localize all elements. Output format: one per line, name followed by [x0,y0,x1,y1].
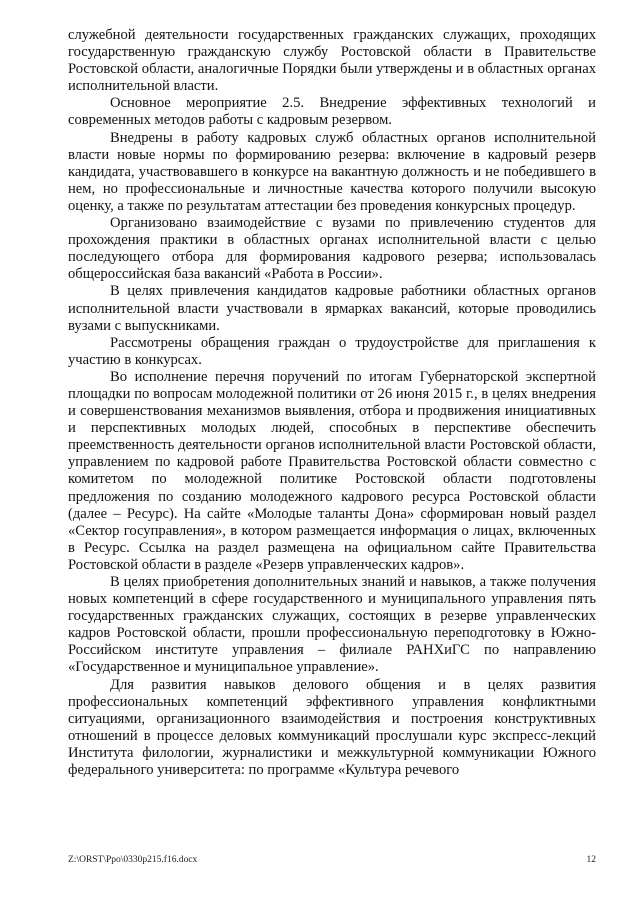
document-body [68,27,596,779]
paragraph-retraining: В целях приобретения дополнительных знаний и навыков, а также получения новых компетенций в сфере государственного и муниципального управления пять государственных гражданских служащих, состоящих в резерве управленческих кадров Ростовской области, прошли профессиональную переподготовку в Южно-Российском институте управления – филиале РАНХиГС по направлению «Государственное и муниципальное управление». [68,574,596,676]
paragraph-communication-skills: Для развития навыков делового общения и в целях развития профессиональных компетенций эффективного управления конфликтными ситуациями, организационного взаимодействия и построения конструктивных отношений в процессе деловых коммуникаций прослушали курс экспресс-лекций Института филологии, журналистики и межкультурной коммуникации Южного федерального университета: по программе «Культура речевого [68,676,596,779]
paragraph-main-activity-2-5: Основное мероприятие 2.5. Внедрение эффективных технологий и современных методов работы с кадровым резервом. [68,95,596,129]
paragraph-citizen-appeals: Рассмотрены обращения граждан о трудоустройстве для приглашения к участию в конкурсах. [68,334,596,368]
page-number: 12 [586,855,596,865]
paragraph-continued: служебной деятельности государственных гражданских служащих, проходящих государственную гражданскую службу Ростовской области в Правительстве Ростовской области, аналогичные Порядки были утверждены и в областных органах исполнительной власти. [68,27,596,95]
paragraph-university-cooperation: Организовано взаимодействие с вузами по привлечению студентов для прохождения практики в областных органах исполнительной власти с целью последующего отбора для формирования кадрового резерва; использовалась общероссийская база вакансий «Работа в России». [68,215,596,283]
paragraph-job-fairs: В целях привлечения кандидатов кадровые работники областных органов исполнительной власти участвовали в ярмарках вакансий, которые проводились вузами с выпускниками. [68,283,596,334]
paragraph-youth-resource: Во исполнение перечня поручений по итогам Губернаторской экспертной площадки по вопросам молодежной политики от 26 июня 2015 г., в целях внедрения и совершенствования механизмов выявления, отбора и продвижения инициативных и перспективных молодых людей, способных в перспективе обеспечить преемственность деятельности органов исполнительной власти Ростовской области, управлением по кадровой работе Правительства Ростовской области совместно с комитетом по молодежной политике Ростовской области подготовлены предложения по созданию молодежного кадрового ресурса Ростовской области (далее – Ресурс). На сайте «Молодые таланты Дона» сформирован новый раздел «Сектор госуправления», в котором размещается информация о лицах, включенных в Ресурс. Ссылка на раздел размещена на официальном сайте Правительства Ростовской области в разделе «Резерв управленческих кадров». [68,368,596,573]
paragraph-reserve-norms: Внедрены в работу кадровых служб областных органов исполнительной власти новые нормы по формированию резерва: включение в кадровый резерв кандидата, участвовавшего в конкурсе на вакантную должность и не победившего в нем, но профессиональные и личностные качества которого получили высокую оценку, а также по результатам аттестации без проведения конкурсных процедур. [68,129,596,214]
file-path: Z:\ORST\Ppo\0330p215.f16.docx [68,855,198,865]
